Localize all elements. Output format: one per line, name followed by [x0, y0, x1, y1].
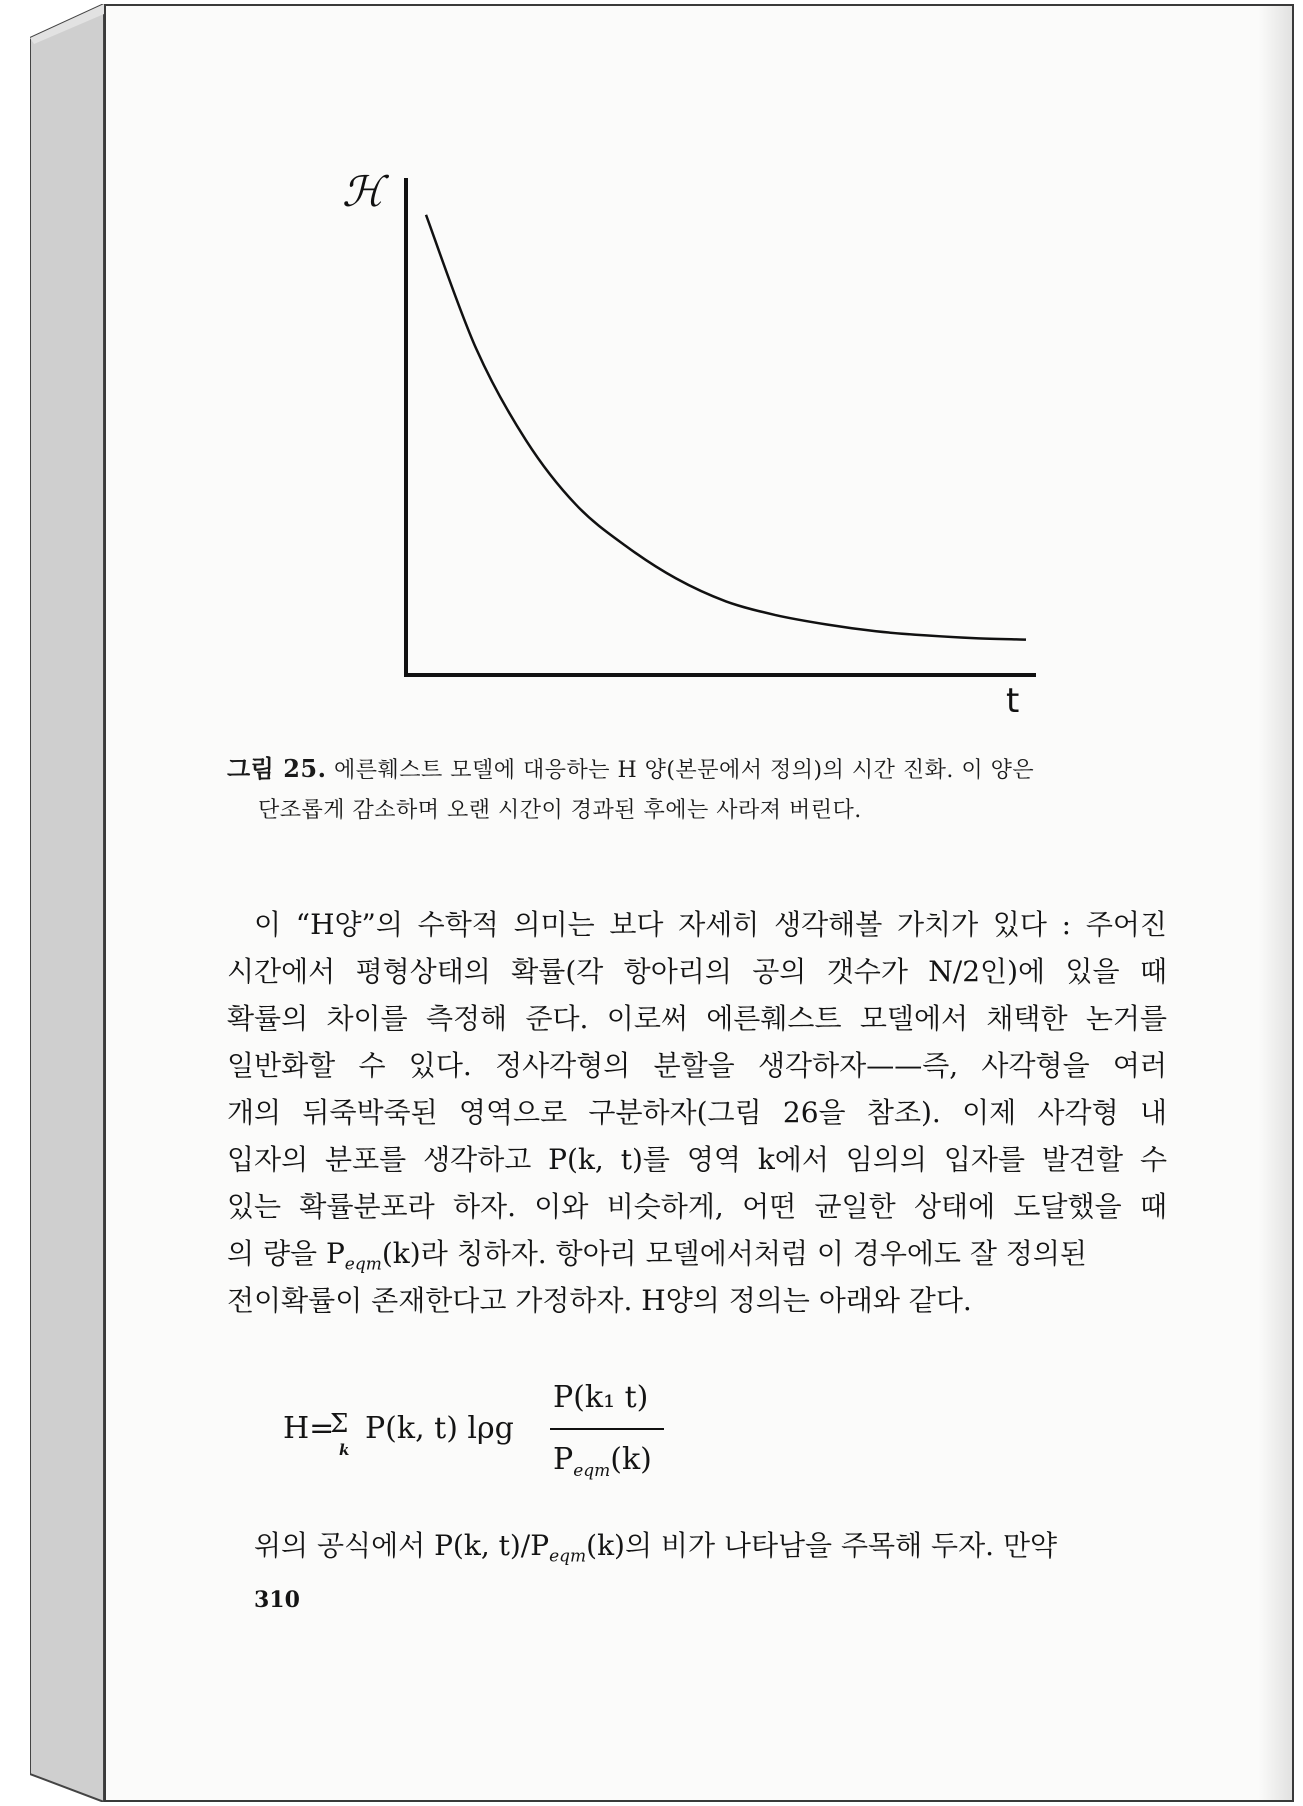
formula-denominator-arg: (k) — [610, 1442, 652, 1477]
formula-denominator-p: P — [553, 1442, 574, 1477]
after-formula-subscript: eqm — [549, 1546, 587, 1567]
body-line-5: 개의 뒤죽박죽된 영역으로 구분하자(그림 26을 참조). 이제 사각형 내 — [227, 1096, 1167, 1129]
formula-denominator — [553, 1442, 652, 1481]
h-decay-curve — [426, 215, 1026, 640]
caption-label: 그림 25. — [227, 754, 327, 783]
formula-lhs: H= — [283, 1411, 335, 1446]
page-number: 310 — [254, 1587, 300, 1613]
formula-sum-index: k — [339, 1441, 350, 1459]
body-line-1: 이 “H양”의 수학적 의미는 보다 자세히 생각해볼 가치가 있다 : 주어진 — [254, 908, 1167, 941]
body-line-7: 있는 확률분포라 하자. 이와 비슷하게, 어떤 균일한 상태에 도달했을 때 — [227, 1190, 1167, 1223]
formula-term: P(k, t) lρg — [365, 1411, 514, 1446]
formula-fraction-bar — [550, 1428, 664, 1430]
body-line-8-start: 의 량을 P — [227, 1237, 345, 1270]
body-line-3: 확률의 차이를 측정해 준다. 이로써 에른훼스트 모델에서 채택한 논거를 — [227, 1002, 1167, 1035]
formula-sum-symbol: Σ — [330, 1409, 349, 1439]
figure-caption-line-2: 단조롭게 감소하며 오랜 시간이 경과된 후에는 사라져 버린다. — [258, 798, 862, 823]
body-line-9: 전이확률이 존재한다고 가정하자. H양의 정의는 아래와 같다. — [227, 1284, 972, 1317]
body-line-8-subscript: eqm — [344, 1254, 382, 1275]
h-decay-figure — [0, 0, 1303, 720]
formula-denominator-subscript: eqm — [573, 1461, 611, 1481]
formula-numerator: P(k₁ t) — [553, 1380, 649, 1415]
body-line-4: 일반화할 수 있다. 정사각형의 분할을 생각하자——즉, 사각형을 여러 — [227, 1049, 1167, 1082]
body-line-8 — [227, 1232, 1167, 1275]
after-formula-part-1: 위의 공식에서 P(k, t)/P — [254, 1529, 550, 1562]
after-formula-part-2: (k)의 비가 나타남을 주목해 두자. 만약 — [586, 1529, 1058, 1562]
after-formula-line — [254, 1524, 1194, 1567]
caption-text-1: 에른훼스트 모델에 대응하는 H 양(본문에서 정의)의 시간 진화. 이 양은 — [333, 758, 1035, 783]
body-line-6: 입자의 분포를 생각하고 P(k, t)를 영역 k에서 임의의 입자를 발견할 수 — [227, 1143, 1167, 1176]
body-line-8-rest: (k)라 칭하자. 항아리 모델에서처럼 이 경우에도 잘 정의된 — [381, 1237, 1087, 1270]
body-line-2: 시간에서 평형상태의 확률(각 항아리의 공의 갯수가 N/2인)에 있을 때 — [227, 955, 1167, 988]
figure-caption-line-1 — [227, 749, 1157, 784]
y-axis-label: ℋ — [342, 167, 384, 216]
x-axis-label: t — [1006, 681, 1020, 720]
